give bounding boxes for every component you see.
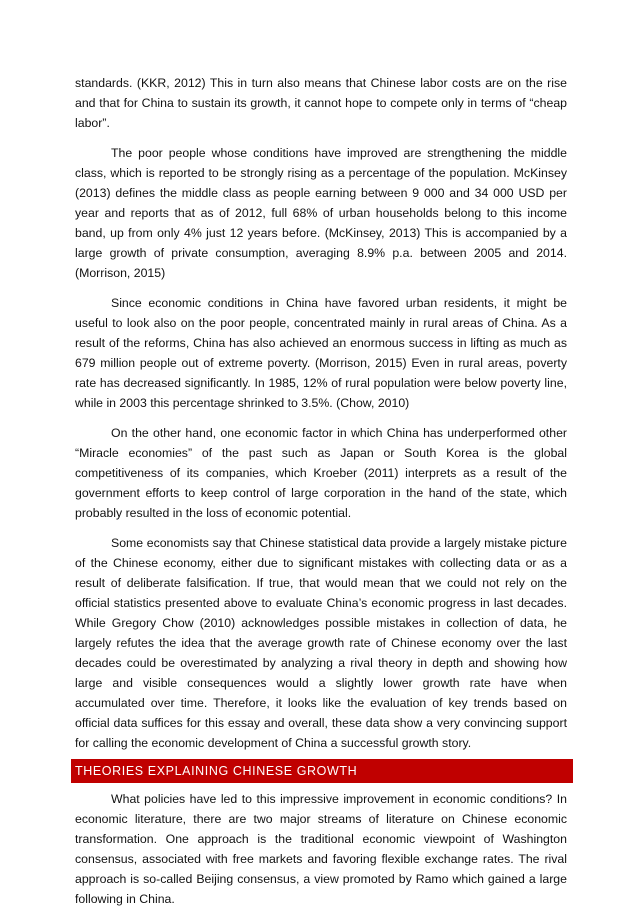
document-body [75,73,567,919]
paragraph-competitiveness: On the other hand, one economic factor in which China has underperformed other “Miracle economies” of the past such as Japan or South Korea is the global competitiveness of its companies, which Kroeber (2011) interprets as a result of the government efforts to keep control of large corporation in the hand of the state, which probably resulted in the loss of economic potential. [75,426,567,520]
paragraph-rural-poverty: Since economic conditions in China have favored urban residents, it might be useful to look also on the poor people, concentrated mainly in rural areas of China. As a result of the reforms, China has also achieved an enormous success in lifting as much as 679 million people out of extreme poverty. (Morrison, 2015) Even in rural areas, poverty rate has decreased significantly. In 1985, 12% of rural population were below poverty line, while in 2003 this percentage shrinked to 3.5%. (Chow, 2010) [75,296,567,410]
section-heading: THEORIES EXPLAINING CHINESE GROWTH [71,759,573,783]
paragraph-theories-intro: What policies have led to this impressive improvement in economic conditions? In economic literature, there are two major streams of literature on Chinese economic transformation. One approach is the traditional economic viewpoint of Washington consensus, associated with free markets and favoring flexible exchange rates. The rival approach is so-called Beijing consensus, a view promoted by Ramo which gained a large following in China. [75,792,567,906]
paragraph-statistics: Some economists say that Chinese statistical data provide a largely mistake picture of the Chinese economy, either due to significant mistakes with collecting data or as a result of deliberate falsification. If true, that would mean that we could not rely on the official statistics presented above to evaluate China’s economic progress in last decades. While Gregory Chow (2010) acknowledges possible mistakes in collection of data, he largely refutes the idea that the average growth rate of Chinese economy over the last decades could be overestimated by analyzing a rival theory in depth and showing how large and visible consequences would a slightly lower growth rate have when accumulated over time. Therefore, it looks like the evaluation of key trends based on official data suffices for this essay and overall, these data show a very convincing support for calling the economic development of China a successful growth story. [75,536,567,750]
paragraph-middle-class: The poor people whose conditions have improved are strengthening the middle class, which is reported to be strongly rising as a percentage of the population. McKinsey (2013) defines the middle class as people earning between 9 000 and 34 000 USD per year and reports that as of 2012, full 68% of urban households belong to this income band, up from only 4% just 12 years before. (McKinsey, 2013) This is accompanied by a large growth of private consumption, averaging 8.9% p.a. between 2005 and 2014. (Morrison, 2015) [75,146,567,280]
paragraph-continuation: standards. (KKR, 2012) This in turn also means that Chinese labor costs are on the rise and that for China to sustain its growth, it cannot hope to compete only in terms of “cheap labor”. [75,76,567,130]
